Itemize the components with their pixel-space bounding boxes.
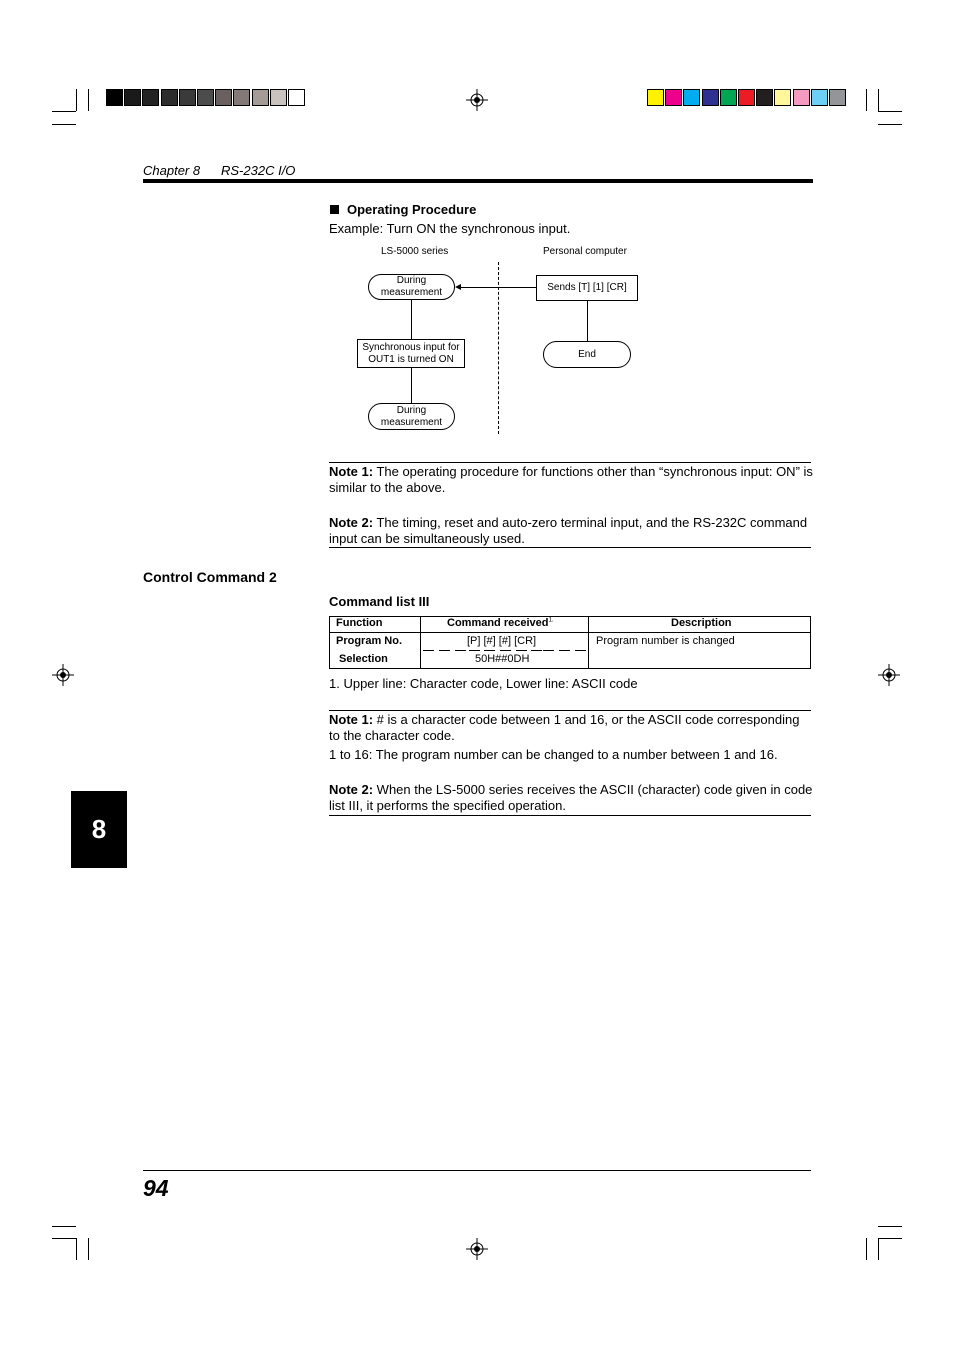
- footnote-marker: 1.: [548, 617, 554, 624]
- table-header-description: Description: [671, 617, 732, 629]
- connector-line: [587, 300, 588, 341]
- note-label: Note 2:: [329, 515, 374, 530]
- table-header-command-label: Command received: [447, 617, 549, 629]
- header-chapter: Chapter 8: [143, 163, 201, 178]
- header-section: RS-232C I/O: [221, 163, 296, 178]
- connector-line: [411, 367, 412, 404]
- table-cell-command-ascii: 50H##0DH: [475, 653, 530, 665]
- color-swatch: [720, 89, 737, 106]
- chapter-tab: [71, 791, 127, 868]
- range-text: 1 to 16: The program number can be changed to a number between 1 and 16.: [329, 747, 778, 762]
- grayscale-swatch: [106, 89, 123, 106]
- note-1: [329, 464, 813, 495]
- color-swatch: [793, 89, 810, 106]
- registration-mark-icon: [52, 664, 74, 686]
- note-2: [329, 782, 813, 813]
- diagram-left-title: LS-5000 series: [381, 246, 449, 257]
- grayscale-swatch: [270, 89, 287, 106]
- color-swatch: [756, 89, 773, 106]
- color-swatch: [702, 89, 719, 106]
- footer-rule: [143, 1170, 811, 1171]
- table-footnote: 1. Upper line: Character code, Lower line: ASCII code: [329, 676, 638, 691]
- color-swatch: [738, 89, 755, 106]
- color-swatch: [647, 89, 664, 106]
- note-rule: [329, 815, 811, 816]
- end-box: End: [543, 341, 631, 368]
- note-rule: [329, 547, 811, 548]
- grayscale-swatch: [179, 89, 196, 106]
- table-cell-description: Program number is changed: [596, 635, 735, 647]
- note-label: Note 2:: [329, 782, 374, 797]
- registration-mark-icon: [878, 664, 900, 686]
- note-label: Note 1:: [329, 464, 374, 479]
- operating-procedure-example: Example: Turn ON the synchronous input.: [329, 221, 571, 236]
- table-header-command: [447, 617, 554, 629]
- color-swatch: [683, 89, 700, 106]
- color-swatch: [665, 89, 682, 106]
- operating-procedure-heading: Operating Procedure: [347, 202, 477, 217]
- grayscale-swatch: [142, 89, 159, 106]
- grayscale-swatch: [252, 89, 269, 106]
- note-rule: [329, 710, 811, 711]
- sends-box: Sends [T] [1] [CR]: [536, 275, 638, 301]
- color-swatch: [774, 89, 791, 106]
- color-swatch: [811, 89, 828, 106]
- grayscale-swatch: [288, 89, 305, 106]
- registration-mark-icon: [466, 89, 488, 111]
- chapter-tab-number: 8: [91, 814, 107, 844]
- note-text: The timing, reset and auto-zero terminal input, and the RS-232C command input can be simultaneously used.: [329, 515, 808, 546]
- arrow-line: [460, 287, 537, 288]
- note-2: [329, 515, 813, 546]
- during-measurement-box: During measurement: [368, 274, 455, 300]
- color-swatch: [829, 89, 846, 106]
- diagram-right-title: Personal computer: [543, 246, 627, 257]
- connector-line: [411, 300, 412, 339]
- grayscale-swatch: [215, 89, 232, 106]
- grayscale-swatch: [197, 89, 214, 106]
- registration-mark-icon: [466, 1238, 488, 1260]
- table-cell-function: Program No.: [336, 635, 403, 647]
- sync-input-box: Synchronous input for OUT1 is turned ON: [357, 339, 465, 368]
- grayscale-swatch: [124, 89, 141, 106]
- page-number: 94: [143, 1175, 169, 1201]
- control-command-heading: Control Command 2: [143, 569, 277, 585]
- note-text: When the LS-5000 series receives the ASCII (character) code given in code list III, it performs the specified operation.: [329, 782, 813, 813]
- table-header-function: Function: [336, 617, 383, 629]
- square-bullet-icon: [330, 205, 339, 214]
- arrow-head-icon: [455, 284, 461, 290]
- table-cell-command-char: [P] [#] [#] [CR]: [467, 635, 537, 647]
- note-rule: [329, 462, 811, 463]
- command-list-title: Command list III: [329, 594, 430, 609]
- during-measurement-box: During measurement: [368, 403, 455, 430]
- note-text: # is a character code between 1 and 16, or the ASCII code corresponding to the character code.: [329, 712, 800, 743]
- header-rule: [143, 179, 813, 183]
- note-1: [329, 712, 813, 743]
- note-text: The operating procedure for functions other than “synchronous input: ON” is similar to the above.: [329, 464, 813, 495]
- note-label: Note 1:: [329, 712, 374, 727]
- table-cell-function: Selection: [339, 653, 388, 665]
- grayscale-swatch: [161, 89, 178, 106]
- grayscale-swatch: [233, 89, 250, 106]
